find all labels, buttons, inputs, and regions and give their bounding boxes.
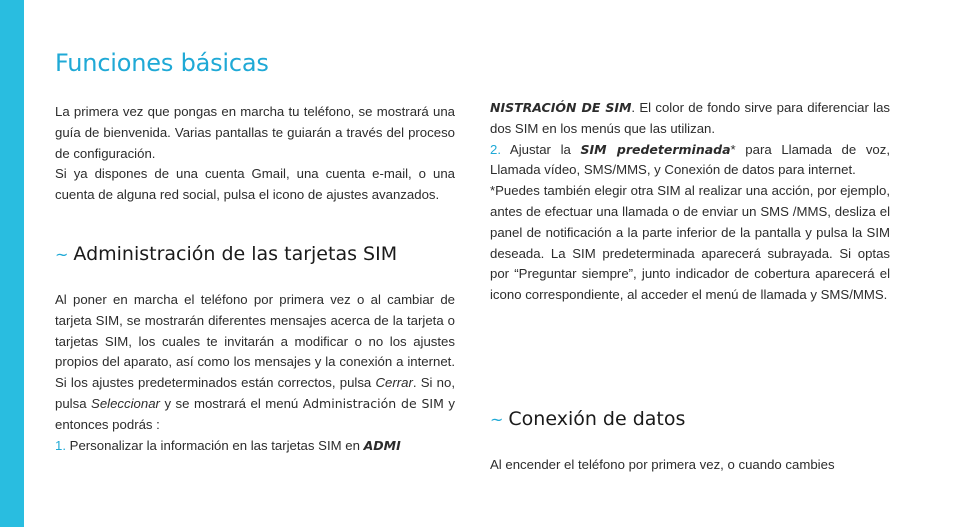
list-item-2-bold: SIM predeterminada bbox=[580, 141, 731, 157]
list-number-1: 1. bbox=[55, 437, 66, 453]
list-item-1-text: Personalizar la información en las tarjetas SIM en bbox=[66, 437, 364, 453]
left-column bbox=[55, 102, 455, 206]
list-item-1-start bbox=[55, 436, 455, 457]
sim-note: *Puedes también elegir otra SIM al realizar una acción, por ejemplo, antes de efectuar una llamada o de enviar un SMS /MMS, desliza el panel de notificación a la parte inferior de la pantalla y pulsa la SIM deseada. La SIM predeterminada aparecerá subrayada. Si optas por “Preguntar siempre”, junto indicador de cobertura aparecerá el icono correspondiente, al acceder el menú de llamada y SMS/MMS. bbox=[490, 183, 890, 303]
datos-column bbox=[490, 455, 890, 476]
intro-paragraph-1: La primera vez que pongas en marcha tu teléfono, se mostrará una guía de bienvenida. Varias pantallas te guiarán a través del proceso de configuración. bbox=[55, 104, 455, 161]
seleccionar-term: Seleccionar bbox=[91, 395, 160, 411]
right-column bbox=[490, 98, 890, 306]
list-item-1-bold-start: ADMI bbox=[363, 437, 401, 453]
sim-paragraph bbox=[55, 290, 455, 436]
side-accent-bar bbox=[0, 0, 24, 527]
list-item-2-text: Ajustar la bbox=[501, 141, 581, 157]
list-number-2: 2. bbox=[490, 141, 501, 157]
list-item-1-rest: . El color de fondo sirve para diferenciar las dos SIM en los menús que las utilizan. bbox=[490, 100, 890, 136]
page-title: Funciones básicas bbox=[55, 49, 269, 77]
sim-menu-term: Administración de SIM bbox=[302, 395, 444, 411]
section-heading-datos-text: Conexión de datos bbox=[508, 408, 686, 430]
datos-paragraph: Al encender el teléfono por primera vez, o cuando cambies bbox=[490, 457, 835, 472]
list-item-2-rest: * para Llamada de voz, Llamada vídeo, SMS/MMS, y Conexión de datos para internet. bbox=[490, 141, 891, 178]
tilde-marker: ~ bbox=[55, 245, 69, 264]
list-item-2 bbox=[490, 140, 890, 182]
section-heading-sim-text: Administración de las tarjetas SIM bbox=[73, 243, 398, 265]
intro-paragraph-2: Si ya dispones de una cuenta Gmail, una cuenta e-mail, o una cuenta de alguna red social, pulsa el icono de ajustes avanzados. bbox=[55, 166, 455, 203]
tilde-marker: ~ bbox=[490, 410, 504, 429]
sim-text-b: . Si no, pulsa bbox=[55, 375, 455, 411]
cerrar-term: Cerrar bbox=[375, 375, 413, 391]
sim-text-c: y se mostrará el menú bbox=[159, 395, 303, 411]
list-item-1-bold-end: NISTRACIÓN DE SIM bbox=[490, 100, 632, 115]
sim-text-d: y entonces podrás : bbox=[55, 395, 455, 432]
section-heading-sim bbox=[55, 243, 397, 265]
list-item-1-continuation bbox=[490, 98, 890, 140]
sim-text-a: Al poner en marcha el teléfono por primera vez o al cambiar de tarjeta SIM, se mostrarán diferentes mensajes acerca de la tarjeta o tarjetas SIM, los cuales te invitarán a modificar o no los ajustes propios del aparato, así como los mensajes y la conexión a internet. Si los ajustes predeterminados están correctos, pulsa bbox=[55, 292, 455, 391]
sim-left-column bbox=[55, 290, 455, 456]
section-heading-datos bbox=[490, 408, 685, 430]
